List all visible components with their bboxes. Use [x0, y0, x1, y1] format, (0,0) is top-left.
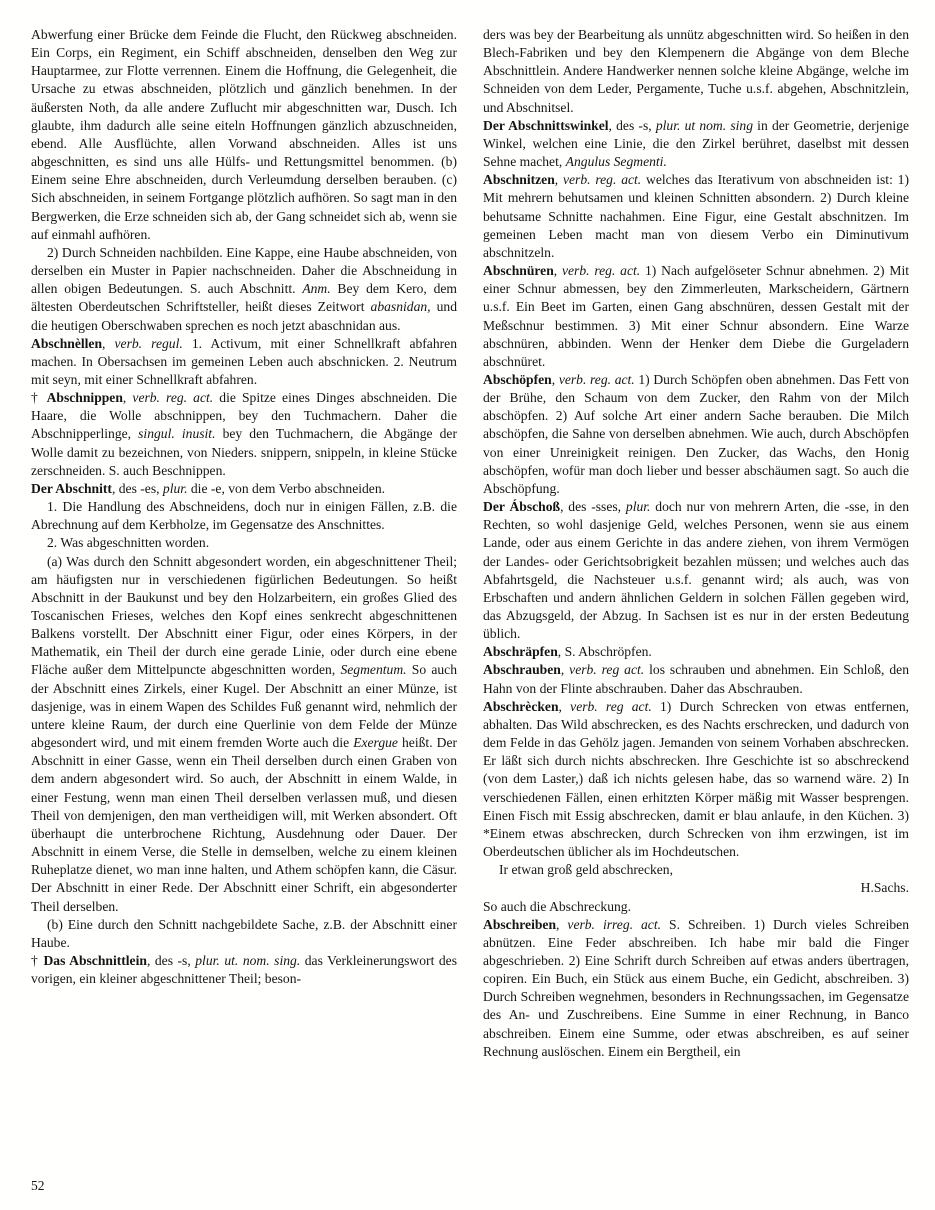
text-segment: ,: [554, 172, 563, 188]
text-segment: verb. reg. act.: [132, 390, 214, 406]
text-segment: verb. regul.: [114, 335, 183, 351]
text-segment: singul. inusit.: [138, 426, 216, 442]
text-segment: plur.: [162, 480, 188, 496]
text-segment: ,: [553, 263, 562, 279]
text-segment: Ir etwan groß geld abschrecken,: [499, 862, 673, 878]
text-segment: , des -es,: [111, 480, 163, 496]
text-segment: plur. ut. nom. sing.: [195, 952, 301, 968]
paragraph: [31, 244, 457, 335]
text-segment: ders was bey der Bearbeitung als unnütz abgeschnitten wird. So heißen in den Blech-Fabriken und bey den Klempenern die Abgänge von dem Bleche Abschnittlein. Andere Handwerker nennen solche kleine Abgänge, welche im Schneiden von dem Leder, Pergamente, Tuche u.s.f. abgehen, Abschnitzlein, und Abschnitsel.: [483, 27, 909, 115]
text-segment: verb. irreg. act.: [567, 916, 662, 932]
text-segment: die Spitze eines Dinges abschneiden. Die Haare, die Wolle abschnippen, bey den Tuchmachern. Daher die Abschnipperlinge,: [31, 390, 457, 442]
text-segment: 1. Die Handlung des Abschneidens, doch nur in einigen Fällen, z.B. die Abrechnung auf dem Kerbholze, im Gegensatze des Anschnittes.: [31, 499, 457, 533]
headword-text: Abschrauben: [483, 662, 561, 678]
paragraph: [483, 661, 909, 697]
paragraph: [31, 389, 457, 480]
text-segment: verb. reg act.: [570, 698, 652, 714]
paragraph: [31, 480, 457, 498]
headword-text: Abschnitzen: [483, 172, 555, 188]
text-segment: 2. Was abgeschnitten worden.: [47, 535, 210, 551]
paragraph: [483, 262, 909, 371]
headword-text: Abschnippen: [46, 390, 123, 406]
text-segment: plur.: [625, 499, 651, 515]
text-segment: welches das Iterativum von abschneiden ist: 1) Mit mehrern behutsamen und kleinen Schnitten absondern. 2) Durch kleine behutsame Schnitte nachahmen. Eine Figur, eine Gestalt abschnitzen. Im gemeinen Leben macht man von diesem Verbo ein Diminutivum abschnitzeln.: [483, 172, 909, 260]
headword-text: Abschreiben: [483, 916, 557, 932]
text-segment: doch nur von mehrern Arten, die -sse, in den Rechten, so wohl dasjenige Geld, welches Personen, wenn sie aus einem Lande, oder aus einem Gerichte in das andere ziehen, von ihrem Vermögen der Landes- oder Gerichtsobrigkeit bezahlen müssen; und welches auch das Abfahrtsgeld, die Nachsteuer u.s.f. genannt wird; als auch, was von Erbschaften und andern ähnlichen Geldern in solchen Fällen gegeben wird, das Abzugsgeld, der Abzug. In Sachsen ist es nur in der ersten Bedeutung üblich.: [483, 499, 909, 642]
paragraph: [483, 698, 909, 861]
paragraph: [483, 879, 909, 897]
headword-text: Der Ábschoß: [483, 499, 561, 515]
text-segment: verb. reg. act.: [562, 172, 642, 188]
text-segment: 1) Nach aufgelöseter Schnur abnehmen. 2) Mit einer Schnur abmessen, bey den Zimmerleuten, Markscheidern, Gärtnern u.s.f. Ein Beet im Garten, einen Gang abschnüren, dessen Gestalt mit der Meßschnur bestimmen. 3) Mit einer Schnur absondern. Eine Warze abschnüren, abbinden. Wenn der Henker dem Diebe die Gurgeladern abschnüret.: [483, 263, 909, 369]
text-segment: heißt. Der Abschnitt in einer Gasse, wenn ein Theil derselben durch einen Graben von dem andern abgesondert wird. So auch, der Abschnitt in einem Walde, in einer Festung, wenn man einen Theil derselben verlassen muß, und diesen Theil von demjenigen, den man vertheidigen will, mit Werken absondert. Oft überhaupt die unterbrochene Richtung, Ausdehnung oder Dauer. Der Abschnitt in einem Verse, die Stelle in demselben, welche zu einem kleinen Ruheplatze dienet, wo man inne halten, und Athem schöpfen kann, die Cäsur. Der Abschnitt in einer Rede. Der Abschnitt einer Schrift, ein abgesonderter Theil derselben.: [31, 735, 457, 914]
paragraph: [31, 335, 457, 389]
text-segment: (a) Was durch den Schnitt abgesondert worden, ein abgeschnittener Theil; am häufigsten nur in verschiedenen figürlichen Bedeutungen. So heißt Abschnitt in der Baukunst und bey den Holzarbeitern, ein großes Glied des Toscanischen Frieses, welches den Kopf eines senkrecht abgeschnittenen Balkens vorstellt. Der Abschnitt einer Figur, oder eines Körpers, in der Mathematik, ein Theil der durch eine gerade Linie, oder durch eine ebene Fläche außer dem Mittelpuncte abgeschnitten worden,: [31, 553, 457, 678]
text-segment: abasnidan,: [370, 299, 431, 315]
text-segment: †: [31, 390, 47, 406]
paragraph: [483, 171, 909, 262]
paragraph: [483, 861, 909, 879]
paragraph: [483, 498, 909, 643]
text-segment: So auch die Abschreckung.: [483, 898, 631, 914]
paragraph: [483, 117, 909, 171]
paragraph: [31, 553, 457, 916]
text-segment: , des -sses,: [560, 499, 626, 515]
paragraph: [483, 371, 909, 498]
text-segment: Angulus Segmenti.: [565, 154, 667, 170]
text-segment: Segmentum.: [340, 662, 407, 678]
headword-text: Das Abschnittlein: [43, 952, 147, 968]
text-segment: Anm.: [302, 281, 331, 297]
text-segment: das Verkleinerungswort des vorigen, ein kleiner abgeschnittener Theil; beson-: [31, 952, 457, 987]
headword-text: Der Abschnittswinkel: [483, 117, 609, 133]
paragraph: [31, 952, 457, 988]
text-segment: ,: [556, 916, 568, 932]
text-segment: verb. reg act.: [569, 662, 645, 678]
text-segment: verb. reg. act.: [561, 263, 641, 279]
text-segment: 1) Durch Schrecken von etwas entfernen, abhalten. Das Wild abschrecken, es des Nachts erschrecken, und dadurch von dem Felde in das Gehölz jagen. Jemanden von seinem Vorhaben abschrecken. Er läßt sich durch nichts abschrecken. Ihre Geschichte ist so abschreckend (von dem Laster,) daß ich nichts gelesen habe, das so warnend wäre. 2) In verschiedenen Fällen, einen erhitzten Körper mäßig mit Wasser besprengen. Einen Fisch mit Essig abschrecken, damit er blau anlaufe, in den Küchen. 3) *Einem etwas abschrecken, durch Schrecken von ihm erzwingen, ist im Oberdeutschen üblicher als im Hochdeutschen.: [483, 698, 909, 860]
text-segment: bey den Tuchmachern, die Abgänge der Wolle damit zu bezeichnen, von Nieders. snippern, snippeln, in kleine Stücke zerschneiden. S. auch Beschnippen.: [31, 426, 457, 478]
text-segment: S. Schreiben. 1) Durch vieles Schreiben abnützen. Eine Feder abschreiben. Ich habe mir bald die Finger abgeschrieben. 2) Eine Schrift durch Schreiben auf etwas anders übertragen, copiren. Ein Buch, ein Stück aus einem Buche, ein Gedicht, abschreiben. 3) Durch Schreiben wegnehmen, besonders in Rechnungssachen, im Gegensatze des An- und Zuschreibens. Eine Summe in einer Rechnung, in Banco abschreiben. Einem eine Summe, oder etwas abschreiben, es auf seiner Rechnung auslöschen. Einem ein Bergtheil, ein: [483, 916, 909, 1059]
text-segment: , des -s,: [608, 117, 656, 133]
text-segment: die -e, von dem Verbo abschneiden.: [187, 480, 386, 496]
text-segment: 2) Durch Schneiden nachbilden. Eine Kappe, eine Haube abschneiden, von derselben ein Muster in Papier nachschneiden. Daher die Abschneidung in allen obigen Bedeutungen. S. auch Abschnitt.: [31, 244, 457, 297]
text-segment: ,: [122, 390, 133, 406]
headword-text: Abschrècken: [483, 698, 559, 714]
page-number: 52: [31, 1178, 45, 1193]
text-segment: ,: [560, 662, 570, 678]
text-segment: los schrauben und abnehmen. Ein Schloß, den Hahn von der Flinte abschrauben. Daher das Abschrauben.: [483, 662, 909, 696]
text-columns: [31, 26, 909, 1178]
text-segment: 1) Durch Schöpfen oben abnehmen. Das Fett von der Brühe, den Schaum von dem Zucker, den Rahm von der Milch abschöpfen. 2) Auf solche Art einer andern Sache berauben. Die Milch abschöpfen, die Sahne von derselben abnehmen. Wie auch, durch Abschöpfen von einer Unreinigkeit reinigen. Den Zucker, das Wachs, den Honig abschöpfen, wofür man doch lieber und besser abschäumen sagt. So auch die Abschöpfung.: [483, 371, 909, 496]
text-segment: (b) Eine durch den Schnitt nachgebildete Sache, z.B. der Abschnitt einer Haube.: [31, 916, 457, 950]
text-segment: Bey dem Kero, dem ältesten Oberdeutschen Schriftsteller, heißt dieses Zeitwort: [31, 281, 457, 315]
text-segment: , S. Abschröpfen.: [557, 644, 652, 660]
text-column-left: [31, 26, 457, 1178]
headword-text: Abschöpfen: [483, 371, 552, 387]
text-segment: So auch der Abschnitt eines Zirkels, einer Kugel. Der Abschnitt an einer Münze, ist dasjenige, was in einem Wapen des Schildes Fuß genannt wird, nehmlich der untere kleine Raum, der durch eine Querlinie von dem Felde der Münze abgesondert wird, und mit einem fremden Worte auch die: [31, 662, 457, 751]
headword-text: Abschräpfen: [483, 644, 558, 660]
headword-text: Der Abschnitt: [31, 480, 112, 496]
paragraph: [31, 26, 457, 244]
paragraph: [31, 534, 457, 552]
text-segment: Abwerfung einer Brücke dem Feinde die Flucht, den Rückweg abschneiden. Ein Corps, ein Regiment, ein Schiff abschneiden, denselben den Weg zur Hauptarmee, zur Flotte verrennen. Einem die Hoffnung, die Gelegenheit, die Ursache zu etwas abschneiden, plötzlich und gänzlich benehmen. In der äußersten Noth, da alle andere Zuflucht mir abgeschnitten war, Dusch. Ich glaubte, ihm dadurch alle seine eiteln Hoffnungen gänzlich abzuschneiden, ebend. Alle Ausflüchte, allen Vorwand abschneiden. Alles ist uns abgeschnitten, es sind uns alle Hülfs- und Rettungsmittel benommen. (b) Einem seine Ehre abschneiden, durch Verleumdung derselben berauben. (c) Sich abschneiden, in seinem Fortgange plötzlich aufhören. So sagt man in den Bergwerken, die Erze schneiden sich ab, der Gang schneidet sich ab, wenn sie auf einmahl aufhören.: [31, 27, 457, 242]
text-segment: ,: [102, 335, 115, 351]
text-segment: in der Geometrie, derjenige Winkel, welchen eine Linie, die den Zirkel berühret, daselbst mit dessen Sehne machet,: [483, 117, 909, 170]
text-segment: , des -s,: [146, 952, 196, 968]
text-column-right: [483, 26, 909, 1178]
text-segment: 1. Activum, mit einer Schnellkraft abfahren machen. In Obersachsen im gemeinen Leben auch abschnicken. 2. Neutrum mit seyn, mit einer Schnellkraft abfahren.: [31, 335, 457, 387]
text-segment: ,: [558, 698, 571, 714]
text-segment: plur. ut nom. sing: [655, 117, 753, 133]
paragraph: [31, 498, 457, 534]
paragraph: [483, 916, 909, 1061]
headword-text: Abschnüren: [483, 263, 554, 279]
paragraph: [483, 898, 909, 916]
paragraph: [483, 26, 909, 117]
headword-text: Abschnèllen: [31, 335, 103, 351]
paragraph: [483, 643, 909, 661]
text-segment: und die heutigen Oberschwaben sprechen es noch jetzt abaschnidan aus.: [31, 299, 457, 333]
paragraph: [31, 916, 457, 952]
text-segment: ,: [551, 371, 559, 387]
text-segment: †: [31, 952, 44, 968]
text-segment: verb. reg. act.: [558, 371, 635, 387]
text-segment: H.Sachs.: [860, 880, 909, 896]
text-segment: Exergue: [353, 735, 398, 751]
